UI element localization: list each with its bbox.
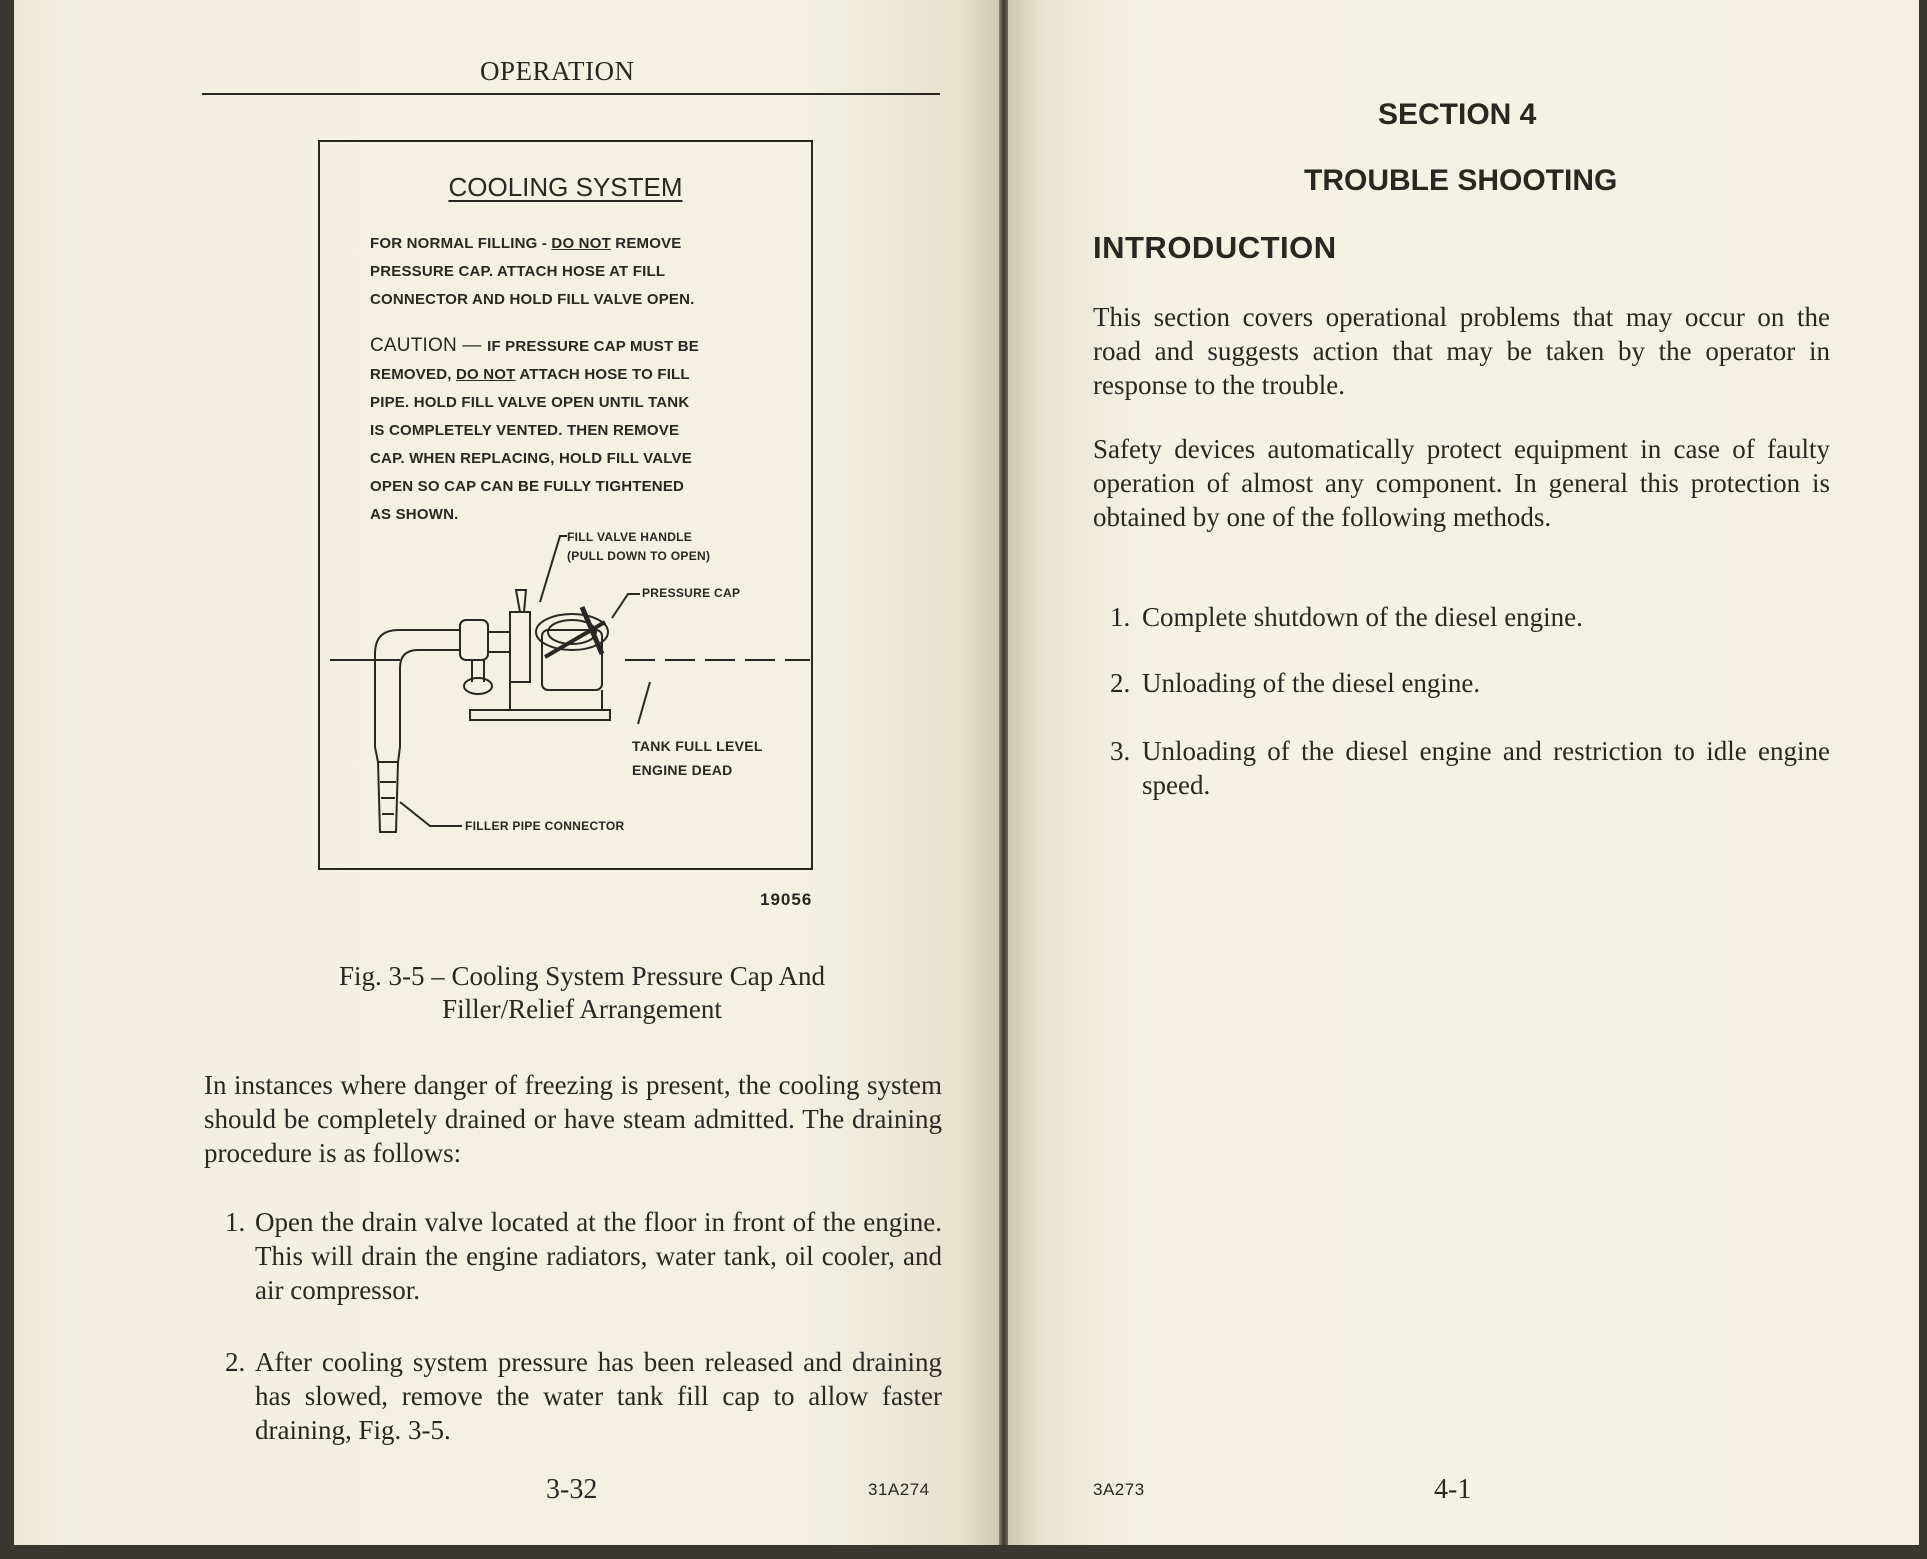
running-head: OPERATION bbox=[480, 56, 635, 86]
callout-filler-pipe-connector: FILLER PIPE CONNECTOR bbox=[465, 819, 625, 833]
figure-cooling-system bbox=[318, 140, 813, 870]
list-item-text: After cooling system pressure has been released and draining has slowed, remove the water tank fill cap to allow faster draining, Fig. 3-5. bbox=[255, 1347, 942, 1445]
list-item-number: 2. bbox=[1110, 668, 1131, 698]
list-item-text: Unloading of the diesel engine. bbox=[1142, 668, 1481, 698]
figure-caution-text: CAUTION — IF PRESSURE CAP MUST BE REMOVED, DO NOT ATTACH HOSE TO FILL PIPE. HOLD FILL VALVE OPEN UNTIL TANK IS COMPLETELY VENTED. THEN REMOVE CAP. WHEN REPLACING, HOLD FILL VALVE OPEN SO CAP CAN BE FULLY TIGHTENED AS SHOWN. bbox=[370, 335, 699, 523]
callout-pressure-cap: PRESSURE CAP bbox=[642, 586, 741, 600]
figure-number: 19056 bbox=[760, 890, 813, 909]
list-item bbox=[225, 1345, 942, 1455]
list-item-number: 3. bbox=[1110, 736, 1131, 766]
page-number-left: 3-32 bbox=[546, 1474, 598, 1505]
list-item-number: 2. bbox=[225, 1347, 246, 1377]
list-item bbox=[225, 1205, 942, 1315]
introduction-heading: INTRODUCTION bbox=[1093, 230, 1337, 265]
doc-code-right: 3A273 bbox=[1093, 1480, 1145, 1499]
list-item bbox=[1110, 734, 1830, 814]
list-item-number: 1. bbox=[1110, 602, 1131, 632]
section-title: TROUBLE SHOOTING bbox=[1304, 164, 1618, 197]
callout-tank-full-level: TANK FULL LEVEL ENGINE DEAD bbox=[632, 738, 763, 778]
figure-filling-instructions: FOR NORMAL FILLING - DO NOT REMOVE PRESSURE CAP. ATTACH HOSE AT FILL CONNECTOR AND HOLD FILL VALVE OPEN. bbox=[370, 235, 695, 308]
list-item bbox=[1110, 600, 1830, 640]
callout-fill-valve-handle: FILL VALVE HANDLE (PULL DOWN TO OPEN) bbox=[567, 530, 711, 563]
list-item-text: Complete shutdown of the diesel engine. bbox=[1142, 602, 1583, 632]
freezing-paragraph: In instances where danger of freezing is present, the cooling system should be completely drained or have steam admitted. The draining procedure is as follows: bbox=[204, 1070, 942, 1168]
figure-title: COOLING SYSTEM bbox=[448, 172, 683, 202]
doc-code-left: 31A274 bbox=[868, 1480, 930, 1499]
list-item-text: Unloading of the diesel engine and restriction to idle engine speed. bbox=[1142, 736, 1830, 800]
list-item-text: Open the drain valve located at the floor in front of the engine. This will drain the engine radiators, water tank, oil cooler, and air compressor. bbox=[255, 1207, 942, 1305]
list-item-number: 1. bbox=[225, 1207, 246, 1237]
header-rule bbox=[202, 93, 940, 95]
list-item bbox=[1110, 666, 1830, 706]
section-label: SECTION 4 bbox=[1378, 98, 1537, 131]
book-gutter bbox=[999, 0, 1008, 1545]
intro-paragraph-2: Safety devices automatically protect equipment in case of faulty operation of almost any component. In general this protection is obtained by one of the following methods. bbox=[1093, 434, 1830, 532]
figure-caption: Fig. 3-5 – Cooling System Pressure Cap And Filler/Relief Arrangement bbox=[338, 961, 825, 1024]
page-number-right: 4-1 bbox=[1434, 1474, 1472, 1505]
intro-paragraph-1: This section covers operational problems that may occur on the road and suggests action that may be taken by the operator in response to the trouble. bbox=[1093, 302, 1830, 400]
cooling-system-diagram bbox=[320, 142, 811, 868]
